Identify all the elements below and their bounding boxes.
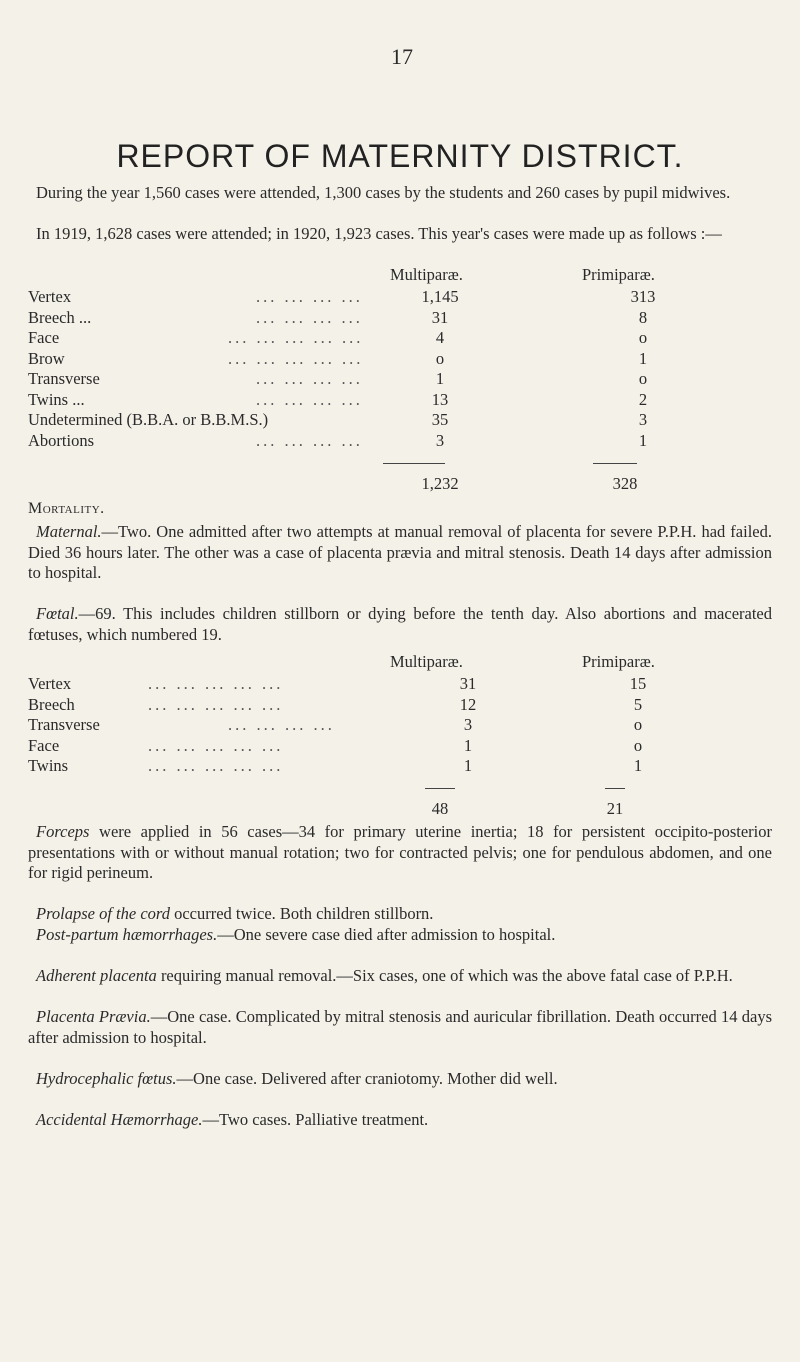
foetal-text: —69. This includes children stillborn or dying before the tenth day. Also abortions and macerated fœtuses, which numbered 19. bbox=[28, 604, 772, 644]
prim-value: 1 bbox=[638, 348, 648, 368]
prim-value: o bbox=[633, 735, 643, 755]
table1 bbox=[28, 287, 772, 451]
table-row bbox=[28, 674, 772, 695]
foetal-paragraph bbox=[28, 604, 772, 645]
table2 bbox=[28, 674, 772, 777]
row-label: Breech ... bbox=[28, 307, 92, 327]
table-row bbox=[28, 287, 772, 308]
note-text: requiring manual removal.—Six cases, one of which was the above fatal case of P.P.H. bbox=[156, 966, 733, 985]
intro-paragraph-1 bbox=[28, 183, 772, 204]
table1-total-prim: 328 bbox=[612, 474, 638, 493]
prim-value: o bbox=[638, 328, 648, 347]
row-label: Twins bbox=[28, 756, 69, 775]
row-label: Face bbox=[28, 735, 60, 755]
leader-dots: ... ... ... ... bbox=[256, 307, 363, 327]
prim-value: o bbox=[638, 369, 648, 388]
note-text: —Two cases. Palliative treatment. bbox=[202, 1110, 429, 1129]
prim-value: o bbox=[633, 715, 643, 734]
note-hydrocephalic bbox=[28, 1069, 772, 1090]
prim-value: 3 bbox=[638, 410, 648, 429]
prim-value: 8 bbox=[638, 307, 648, 327]
table-row bbox=[28, 328, 772, 349]
table1-prim-rule bbox=[593, 463, 637, 464]
row-label: Abortions bbox=[28, 430, 94, 450]
mortality-heading: Mortality. bbox=[28, 500, 105, 517]
table1-multi-rule bbox=[383, 463, 445, 464]
note-text: were applied in 56 cases—34 for primary uterine inertia; 18 for persistent occipito-posterior presentations with or without manual rotation; two for contracted pelvis; one for pendulous abdomen, and one for rigid perineum. bbox=[28, 822, 772, 882]
note-prolapse bbox=[28, 904, 772, 925]
prim-value: 15 bbox=[629, 674, 647, 693]
foetal-label: Fœtal. bbox=[36, 604, 79, 623]
row-label: Face bbox=[28, 328, 60, 347]
note-accidental-haemorrhage bbox=[28, 1110, 772, 1131]
row-label: Twins ... bbox=[28, 389, 85, 409]
multi-value: 12 bbox=[459, 694, 477, 714]
page-title: REPORT OF MATERNITY DISTRICT. bbox=[116, 138, 684, 174]
multi-value: 1 bbox=[463, 735, 473, 755]
leader-dots: ... ... ... ... ... bbox=[228, 328, 364, 347]
leader-dots: ... ... ... ... bbox=[256, 430, 363, 450]
intro-paragraph-2 bbox=[28, 224, 772, 245]
note-text: occurred twice. Both children stillborn. bbox=[169, 904, 434, 923]
note-forceps bbox=[28, 822, 772, 884]
multi-value: o bbox=[435, 348, 445, 368]
multi-value: 13 bbox=[431, 389, 449, 409]
multi-value: 4 bbox=[435, 328, 445, 347]
note-label: Post-partum hæmorrhages. bbox=[36, 925, 218, 944]
table2-total-prim: 21 bbox=[606, 799, 624, 818]
table2-total-multi: 48 bbox=[431, 799, 449, 818]
row-label: Transverse bbox=[28, 369, 100, 388]
table-row bbox=[28, 756, 772, 777]
row-label: Breech bbox=[28, 694, 75, 714]
note-text: —One severe case died after admission to hospital. bbox=[217, 925, 556, 944]
page-number: 17 bbox=[391, 44, 413, 69]
table-row bbox=[28, 390, 772, 411]
multi-value: 31 bbox=[431, 307, 449, 327]
prim-value: 313 bbox=[630, 287, 656, 306]
table1-total-multi: 1,232 bbox=[421, 474, 459, 493]
table-row bbox=[28, 431, 772, 452]
note-text: —One case. Complicated by mitral stenosis and auricular fibrillation. Death occurred 14 days after admission to hospital. bbox=[28, 1007, 772, 1047]
leader-dots: ... ... ... ... bbox=[228, 715, 335, 734]
table-row bbox=[28, 369, 772, 390]
table2-prim-rule bbox=[605, 788, 625, 789]
leader-dots: ... ... ... ... ... bbox=[148, 735, 284, 755]
table-row bbox=[28, 736, 772, 757]
leader-dots: ... ... ... ... bbox=[256, 287, 363, 306]
row-label: Vertex bbox=[28, 674, 72, 693]
note-label: Forceps bbox=[36, 822, 90, 841]
maternal-text: —Two. One admitted after two attempts at manual removal of placenta for severe P.P.H. had failed. Died 36 hours later. The other was a case of placenta prævia and mitral stenosis. Death 14 days after admission to hospital. bbox=[28, 522, 772, 582]
multi-value: 3 bbox=[463, 715, 473, 734]
note-post-partum bbox=[28, 925, 772, 946]
multi-value: 31 bbox=[459, 674, 477, 693]
row-label: Brow bbox=[28, 348, 65, 368]
table1-header-multiparae: Multiparæ. bbox=[390, 265, 463, 284]
leader-dots: ... ... ... ... ... bbox=[148, 694, 284, 714]
multi-value: 35 bbox=[431, 410, 449, 429]
row-label: Transverse bbox=[28, 715, 100, 734]
leader-dots: ... ... ... ... ... bbox=[228, 348, 364, 368]
table2-multi-rule bbox=[425, 788, 455, 789]
note-label: Placenta Prævia. bbox=[36, 1007, 151, 1026]
intro-line-2: In 1919, 1,628 cases were attended; in 1920, 1,923 cases. This year's cases were made up as follows :— bbox=[36, 224, 722, 243]
maternal-label: Maternal. bbox=[36, 522, 102, 541]
multi-value: 1 bbox=[463, 756, 473, 775]
row-label: Undetermined (B.B.A. or B.B.M.S.) bbox=[28, 410, 269, 429]
row-label: Vertex bbox=[28, 287, 72, 306]
note-adherent-placenta bbox=[28, 966, 772, 987]
leader-dots: ... ... ... ... ... bbox=[148, 674, 284, 693]
note-label: Hydrocephalic fœtus. bbox=[36, 1069, 177, 1088]
leader-dots: ... ... ... ... ... bbox=[148, 756, 284, 775]
multi-value: 1,145 bbox=[421, 287, 459, 306]
note-text: —One case. Delivered after craniotomy. Mother did well. bbox=[176, 1069, 558, 1088]
table-row bbox=[28, 715, 772, 736]
note-label: Accidental Hæmorrhage. bbox=[36, 1110, 203, 1129]
note-label: Adherent placenta bbox=[36, 966, 157, 985]
leader-dots: ... ... ... ... bbox=[256, 389, 363, 409]
multi-value: 3 bbox=[435, 430, 445, 450]
table2-header-multiparae: Multiparæ. bbox=[390, 652, 463, 671]
intro-line-1: During the year 1,560 cases were attended, 1,300 cases by the students and 260 cases by pupil midwives. bbox=[36, 183, 731, 202]
table-row bbox=[28, 695, 772, 716]
table-row bbox=[28, 308, 772, 329]
maternal-paragraph bbox=[28, 522, 772, 584]
prim-value: 2 bbox=[638, 389, 648, 409]
table1-header-primiparae: Primiparæ. bbox=[582, 265, 655, 284]
prim-value: 5 bbox=[633, 694, 643, 714]
multi-value: 1 bbox=[435, 369, 445, 388]
table-row bbox=[28, 349, 772, 370]
prim-value: 1 bbox=[633, 756, 643, 775]
note-placenta-praevia bbox=[28, 1007, 772, 1048]
table-row bbox=[28, 410, 772, 431]
prim-value: 1 bbox=[638, 430, 648, 450]
table2-header-primiparae: Primiparæ. bbox=[582, 652, 655, 671]
note-label: Prolapse of the cord bbox=[36, 904, 170, 923]
leader-dots: ... ... ... ... bbox=[256, 369, 363, 388]
